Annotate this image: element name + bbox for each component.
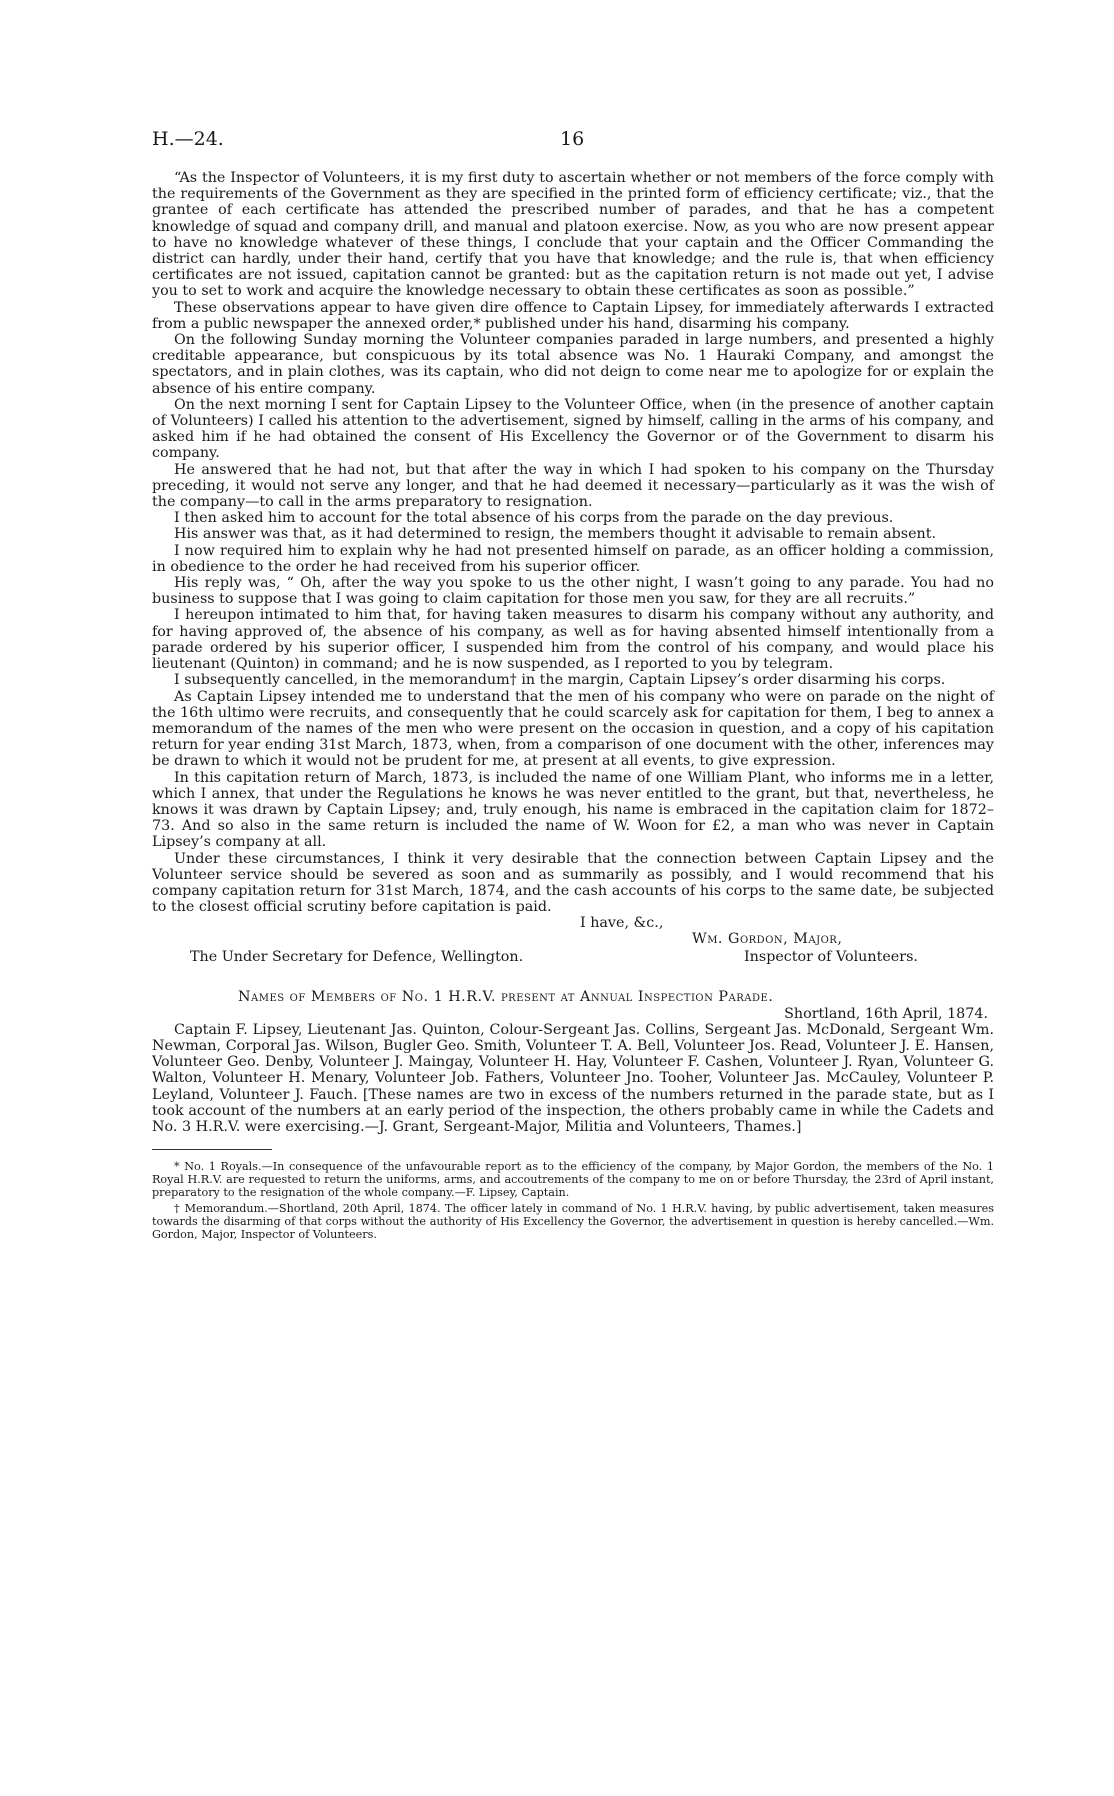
page-number: 16 (560, 128, 585, 150)
paragraph: He answered that he had not, but that after the way in which I had spoken to his company on the Thursday preceding, it would not serve any longer, and that he had deemed it necessary—particularly as it was the wish of the company—to call in the arms preparatory to resignation. (152, 461, 994, 511)
footnote-divider (152, 1149, 272, 1150)
member-list-title: Names of Members of No. 1 H.R.V. present at Annual Inspection Parade. (238, 989, 774, 1006)
letter-signoff (152, 915, 994, 967)
paragraph: I now required him to explain why he had not presented himself on parade, as an officer holding a commission, in obedience to the order he had received from his superior officer. (152, 542, 994, 575)
footnote-royals: * No. 1 Royals.—In consequence of the unfavourable report as to the efficiency of the company, by Major Gordon, the members of the No. 1 Royal H.R.V. are requested to return the uniforms, arms, and accoutrements of the company to me on or before Thursday, the 23rd of April instant, preparatory to the resignation of the whole company.—F. Lipsey, Captain. (152, 1160, 994, 1200)
paragraph: His reply was, “ Oh, after the way you spoke to us the other night, I wasn’t going to any parade. You had no business to suppose that I was going to claim capitation for those men you saw, for they are all recruits.” (152, 575, 994, 608)
paragraph: On the next morning I sent for Captain Lipsey to the Volunteer Office, when (in the presence of another captain of Volunteers) I called his attention to the advertisement, signed by himself, calling in the arms of his company, and asked him if he had obtained the consent of His Excellency the Governor or of the Government to disarm his company. (152, 396, 994, 462)
paragraph: I subsequently cancelled, in the memorandum† in the margin, Captain Lipsey’s order disarming his corps. (174, 672, 946, 689)
member-list-text: Captain F. Lipsey, Lieutenant Jas. Quinton, Colour-Sergeant Jas. Collins, Sergeant Jas. McDonald, Sergeant Wm. Newman, Corporal Jas. Wilson, Bugler Geo. Smith, Volunteer T. A. Bell, Volunteer Jos. Read, Volunteer J. E. Hansen, Volunteer Geo. Denby, Volunteer J. Maingay, Volunteer H. Hay, Volunteer F. Cashen, Volunteer J. Ryan, Volunteer G. Walton, Volunteer H. Menary, Volunteer Job. Fathers, Volunteer Jno. Tooher, Volunteer Jas. McCauley, Volunteer P. Leyland, Volunteer J. Fauch. [These names are two in excess of the numbers returned in the parade state, but as I took account of the numbers at an early period of the inspection, the others probably came in while the Cadets and No. 3 H.R.V. were exercising.—J. Grant, Sergeant-Major, Militia and Volunteers, Thames.] (152, 1021, 994, 1135)
paragraph: Under these circumstances, I think it very desirable that the connection between Captain Lipsey and the Volunteer service should be severed as soon and as summarily as possibly, and I would recommend that his company capitation return for 31st March, 1874, and the cash accounts of his corps to the same date, be subjected to the closest official scrutiny before capitation is paid. (152, 850, 994, 916)
paragraph: As Captain Lipsey intended me to understand that the men of his company who were on parade on the night of the 16th ultimo were recruits, and consequently that he could scarcely ask for capitation for them, I beg to annex a memorandum of the names of the men who were present on the occasion in question, and a copy of his capitation return for year ending 31st March, 1873, when, from a comparison of one document with the other, inferences may be drawn to which it would not be prudent for me, at present at all events, to give expression. (152, 688, 994, 770)
addressee: The Under Secretary for Defence, Wellington. (190, 949, 524, 966)
footnotes (152, 1160, 994, 1241)
signatory-name: Wm. Gordon, Major, (692, 931, 843, 948)
letter-body (152, 170, 994, 915)
closing-phrase: I have, &c., (580, 915, 664, 932)
document-reference: H.—24. (152, 128, 224, 150)
signatory-role: Inspector of Volunteers. (744, 949, 918, 966)
paragraph: “As the Inspector of Volunteers, it is my first duty to ascertain whether or not members of the force comply with the requirements of the Government as they are specified in the printed form of efficiency certificate; viz., that the grantee of each certificate has attended the prescribed number of parades, and that he has a competent knowledge of squad and company drill, and manual and platoon exercise. Now, as you who are now present appear to have no knowledge whatever of these things, I conclude that your captain and the Officer Commanding the district can hardly, under their hand, certify that you have that knowledge; and the rule is, that when efficiency certificates are not issued, capitation cannot be granted: but as the capitation return is not made out yet, I advise you to set to work and acquire the knowledge necessary to obtain these certificates as soon as possible.” (152, 170, 994, 300)
footnote-memorandum: † Memorandum.—Shortland, 20th April, 1874. The officer lately in command of No. 1 H.R.V. having, by public advertisement, taken measures towards the disarming of that corps without the authority of His Excellency the Governor, the advertisement in question is hereby cancelled.—Wm. Gordon, Major, Inspector of Volunteers. (152, 1202, 994, 1242)
paragraph: In this capitation return of March, 1873, is included the name of one William Plant, who informs me in a letter, which I annex, that under the Regulations he knows he was never entitled to the grant, but that, nevertheless, he knows it was drawn by Captain Lipsey; and, truly enough, his name is embraced in the capitation claim for 1872–73. And so also in the same return is included the name of W. Woon for £2, a man who was never in Captain Lipsey’s company at all. (152, 769, 994, 851)
paragraph: I hereupon intimated to him that, for having taken measures to disarm his company without any authority, and for having approved of, the absence of his company, as well as for having absented himself intentionally from a parade ordered by his superior officer, I suspended him from the control of his company, and would place his lieutenant (Quinton) in command; and he is now suspended, as I reported to you by telegram. (152, 607, 994, 673)
member-list-place-date: Shortland, 16th April, 1874. (784, 1005, 988, 1022)
paragraph: I then asked him to account for the total absence of his corps from the parade on the day previous. (174, 510, 894, 527)
paragraph: His answer was that, as it had determined to resign, the members thought it advisable to remain absent. (174, 526, 937, 543)
document-page (152, 128, 994, 1241)
page-header (152, 128, 994, 158)
paragraph: These observations appear to have given dire offence to Captain Lipsey, for immediately afterwards I extracted from a public newspaper the annexed order,* published under his hand, disarming his company. (152, 299, 994, 332)
paragraph: On the following Sunday morning the Volunteer companies paraded in large numbers, and presented a highly creditable appearance, but conspicuous by its total absence was No. 1 Hauraki Company, and amongst the spectators, and in plain clothes, was its captain, who did not deign to come near me to apologize for or explain the absence of his entire company. (152, 332, 994, 397)
